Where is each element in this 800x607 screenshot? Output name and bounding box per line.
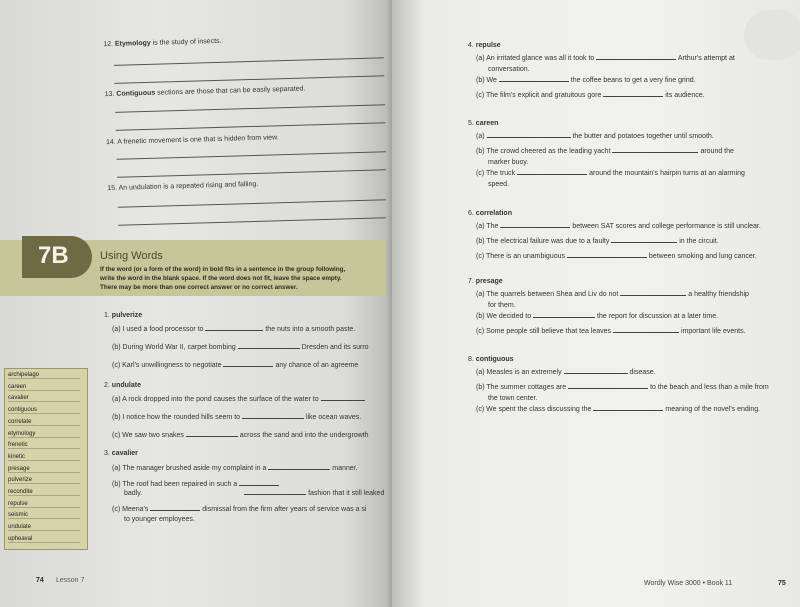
sentence-continuation: marker buoy.	[488, 159, 529, 166]
sentence-after: the nuts into a smooth paste.	[265, 326, 356, 333]
sentence-after: any chance of an agreeme	[275, 362, 359, 369]
sentence-before: The truck	[486, 170, 516, 177]
page-number-left: 74	[36, 577, 44, 584]
sentence-before: We	[486, 77, 497, 84]
sentence-after: manner.	[332, 465, 358, 472]
word-list-item: kinetic	[8, 454, 80, 461]
group-number: 5.	[468, 120, 474, 127]
sentence-before: We saw two snakes	[122, 432, 184, 439]
sentence-after: dismissal from the firm after years of service was a si	[202, 506, 367, 513]
sentence-after: disease.	[629, 369, 656, 376]
answer-blank[interactable]	[150, 510, 200, 511]
answer-blank[interactable]	[612, 152, 698, 153]
word-list-item: archipelago	[8, 372, 80, 379]
sentence-after: its audience.	[665, 92, 705, 99]
sentence-label: (c)	[476, 92, 485, 99]
sentence-6b	[476, 238, 719, 245]
sentence-label: (b)	[112, 481, 121, 488]
word-list-item: correlate	[8, 419, 80, 426]
sentence-label: (c)	[112, 362, 121, 369]
sentence-1c	[112, 362, 358, 369]
sentence-5b	[476, 148, 734, 155]
group-number: 2.	[104, 382, 110, 389]
answer-blank[interactable]	[603, 96, 663, 97]
group-word: correlation	[475, 210, 512, 217]
sentence-5a	[476, 133, 714, 140]
answer-blank[interactable]	[567, 257, 647, 258]
answer-blank[interactable]	[242, 418, 304, 419]
sentence-6c	[476, 253, 757, 260]
page-number-right: 75	[778, 580, 786, 587]
sentence-label: (c)	[476, 328, 485, 335]
section-badge-label: 7B	[38, 242, 69, 269]
group-word: undulate	[111, 382, 141, 389]
lesson-label: Lesson 7	[56, 577, 85, 584]
sentence-8c	[476, 406, 760, 413]
sentence-before: The electrical failure was due to a faulty	[486, 238, 610, 245]
group-heading-presage	[468, 278, 503, 285]
sentence-after: in the circuit.	[679, 238, 719, 245]
sentence-before: We decided to	[486, 313, 532, 320]
item-text: An undulation is a repeated rising and falling.	[118, 180, 259, 192]
sentence-label: (a)	[476, 369, 485, 376]
sentence-3a	[112, 465, 358, 472]
sentence-after: Arthur's attempt at	[677, 55, 735, 62]
sentence-before: The roof had been repaired in such a	[122, 481, 238, 488]
sentence-after: like ocean waves.	[305, 414, 362, 421]
sentence-4b	[476, 77, 696, 84]
group-word: pulverize	[111, 312, 143, 319]
sentence-before: Karl's unwillingness to negotiate	[122, 362, 222, 369]
section-title: Using Words	[100, 250, 163, 262]
group-number: 8.	[468, 356, 474, 363]
item-text: sections are those that can be easily separated.	[155, 85, 306, 97]
sentence-label: (b)	[476, 148, 485, 155]
item-bold-word: Etymology	[114, 39, 151, 48]
group-number: 4.	[468, 42, 474, 49]
sentence-7a	[476, 291, 749, 298]
sentence-before: The manager brushed aside my complaint in a	[122, 465, 267, 472]
sentence-label: (c)	[476, 406, 485, 413]
answer-blank[interactable]	[223, 366, 273, 367]
answer-blank[interactable]	[239, 485, 279, 486]
word-list-item: repulse	[8, 501, 80, 508]
sentence-continuation: for them.	[488, 302, 516, 309]
sentence-before: Some people still believe that tea leaves	[486, 328, 612, 335]
sentence-after: the report for discussion at a later time.	[597, 313, 719, 320]
word-list-item: undulate	[8, 524, 80, 531]
answer-blank[interactable]	[238, 348, 300, 349]
sentence-after: important life events.	[680, 328, 746, 335]
sentence-before: I used a food processor to	[122, 326, 204, 333]
sentence-label: (a)	[112, 465, 121, 472]
sentence-after: the butter and potatoes together until smooth.	[572, 133, 714, 140]
sentence-3c	[112, 506, 366, 513]
item-number: 14.	[105, 138, 116, 147]
book-title: Wordly Wise 3000 • Book 11	[644, 580, 733, 587]
answer-blank[interactable]	[533, 317, 595, 318]
group-heading-correlation	[468, 210, 512, 217]
sentence-label: (b)	[476, 77, 485, 84]
sentence-after: between smoking and lung cancer.	[648, 253, 757, 260]
sentence-before: We spent the class discussing the	[486, 406, 592, 413]
sentence-continuation: conversation.	[488, 66, 530, 73]
item-text: is the study of insects.	[150, 37, 222, 47]
answer-blank[interactable]	[620, 295, 686, 296]
sentence-6a	[476, 223, 761, 230]
answer-blank[interactable]	[596, 59, 676, 60]
sentence-after: around the mountain's hairpin turns at an alarming	[589, 170, 745, 177]
sentence-label: (a)	[476, 291, 485, 298]
sentence-after: the coffee beans to get a very fine grind.	[570, 77, 696, 84]
item-text: A frenetic movement is one that is hidden from view.	[117, 134, 279, 146]
right-page	[392, 0, 800, 607]
word-list-item: cavalier	[8, 395, 80, 402]
item-bold-word: Contiguous	[116, 89, 156, 98]
group-heading-pulverize	[104, 312, 142, 319]
sentence-after: a healthy friendship	[688, 291, 749, 298]
sentence-after: Dresden and its surro	[301, 344, 369, 351]
group-number: 3.	[104, 450, 110, 457]
answer-blank[interactable]	[611, 242, 677, 243]
answer-blank[interactable]	[268, 469, 330, 470]
instructions-line-1: If the word (or a form of the word) in bold fits in a sentence in the group following,	[100, 266, 346, 273]
sentence-1a	[112, 326, 355, 333]
sentence-label: (b)	[112, 344, 121, 351]
sentence-5c	[476, 170, 745, 177]
sentence-after: between SAT scores and college performance is still unclear.	[572, 223, 761, 230]
sentence-2b	[112, 414, 361, 421]
sentence-continuation: to younger employees.	[124, 516, 195, 523]
word-list-item: presage	[8, 466, 80, 473]
group-heading-undulate	[104, 382, 141, 389]
sentence-2c	[112, 432, 369, 439]
sentence-continuation: badly.	[124, 490, 143, 497]
sentence-1b	[112, 344, 369, 351]
sentence-before: The quarrels between Shea and Liv do not	[486, 291, 619, 298]
group-number: 1.	[104, 312, 110, 319]
sentence-after: fashion that it still leaked	[308, 490, 385, 497]
sentence-2a	[112, 396, 365, 403]
word-list-item: seismic	[8, 512, 80, 519]
answer-blank[interactable]	[321, 400, 365, 401]
word-list-item: etymology	[8, 431, 80, 438]
item-number: 12.	[103, 40, 114, 49]
sentence-before: A rock dropped into the pond causes the surface of the water to	[122, 396, 319, 403]
sentence-before: During World War II, carpet bombing	[122, 344, 236, 351]
sentence-before: The film's explicit and gratuitous gore	[486, 92, 602, 99]
group-word: cavalier	[111, 450, 138, 457]
answer-blank[interactable]	[568, 388, 648, 389]
answer-blank[interactable]	[205, 330, 263, 331]
group-heading-contiguous	[468, 356, 514, 363]
sentence-8a	[476, 369, 656, 376]
answer-blank[interactable]	[517, 174, 587, 175]
sentence-4c	[476, 92, 705, 99]
instructions-line-2: write the word in the blank space. If the word does not fit, leave the space empty.	[100, 275, 342, 282]
sentence-continuation: the town center.	[488, 395, 538, 402]
sentence-label: (c)	[112, 432, 121, 439]
sentence-label: (c)	[112, 506, 121, 513]
group-word: contiguous	[475, 356, 514, 363]
answer-blank[interactable]	[593, 410, 663, 411]
sentence-label: (a)	[476, 133, 485, 140]
sentence-7b	[476, 313, 718, 320]
sentence-label: (b)	[112, 414, 121, 421]
corner-decoration	[744, 10, 800, 60]
sentence-after: around the	[700, 148, 734, 155]
answer-blank[interactable]	[186, 436, 238, 437]
sentence-continuation: speed.	[488, 181, 510, 188]
sentence-4a	[476, 55, 735, 62]
answer-blank[interactable]	[499, 81, 569, 82]
sentence-label: (a)	[476, 55, 485, 62]
sentence-3b	[112, 481, 279, 488]
sentence-label: (a)	[476, 223, 485, 230]
answer-blank[interactable]	[487, 137, 571, 138]
item-number: 15.	[107, 184, 118, 193]
answer-blank[interactable]	[500, 227, 570, 228]
word-list-item: recondite	[8, 489, 80, 496]
sentence-before: There is an unambiguous	[486, 253, 565, 260]
group-heading-careen	[468, 120, 498, 127]
sentence-before: The crowd cheered as the leading yacht	[486, 148, 611, 155]
sentence-after: across the sand and into the undergrowth	[239, 432, 369, 439]
instructions-line-3: There may be more than one correct answer or no correct answer.	[100, 284, 298, 291]
group-number: 6.	[468, 210, 474, 217]
group-word: careen	[475, 120, 499, 127]
left-page	[0, 0, 392, 607]
sentence-3b-cont	[124, 490, 384, 497]
sentence-label: (b)	[476, 313, 485, 320]
sentence-label: (c)	[476, 253, 485, 260]
word-list-item: frenetic	[8, 442, 80, 449]
group-word: repulse	[475, 42, 501, 49]
sentence-before: The	[486, 223, 499, 230]
answer-blank[interactable]	[244, 494, 306, 495]
answer-blank[interactable]	[564, 373, 628, 374]
sentence-8b	[476, 384, 769, 391]
word-list-item: pulverize	[8, 477, 80, 484]
word-list-item: careen	[8, 384, 80, 391]
sentence-label: (b)	[476, 238, 485, 245]
sentence-label: (c)	[476, 170, 485, 177]
word-list-item: upheaval	[8, 536, 80, 543]
sentence-before: An irritated glance was all it took to	[486, 55, 595, 62]
group-heading-cavalier	[104, 450, 138, 457]
sentence-3c-cont	[124, 516, 195, 523]
sentence-7c	[476, 328, 746, 335]
sentence-before: I notice how the rounded hills seem to	[122, 414, 241, 421]
group-word: presage	[475, 278, 503, 285]
sentence-before: Measles is an extremely	[486, 369, 562, 376]
group-number: 7.	[468, 278, 474, 285]
word-list-item: contiguous	[8, 407, 80, 414]
group-heading-repulse	[468, 42, 501, 49]
sentence-before: Meena's	[122, 506, 149, 513]
item-number: 13.	[104, 90, 115, 99]
sentence-after: meaning of the novel's ending.	[665, 406, 761, 413]
answer-blank[interactable]	[613, 332, 679, 333]
sentence-label: (a)	[112, 326, 121, 333]
sentence-after: to the beach and less than a mile from	[650, 384, 769, 391]
sentence-label: (a)	[112, 396, 121, 403]
sentence-before: The summer cottages are	[486, 384, 567, 391]
sentence-label: (b)	[476, 384, 485, 391]
